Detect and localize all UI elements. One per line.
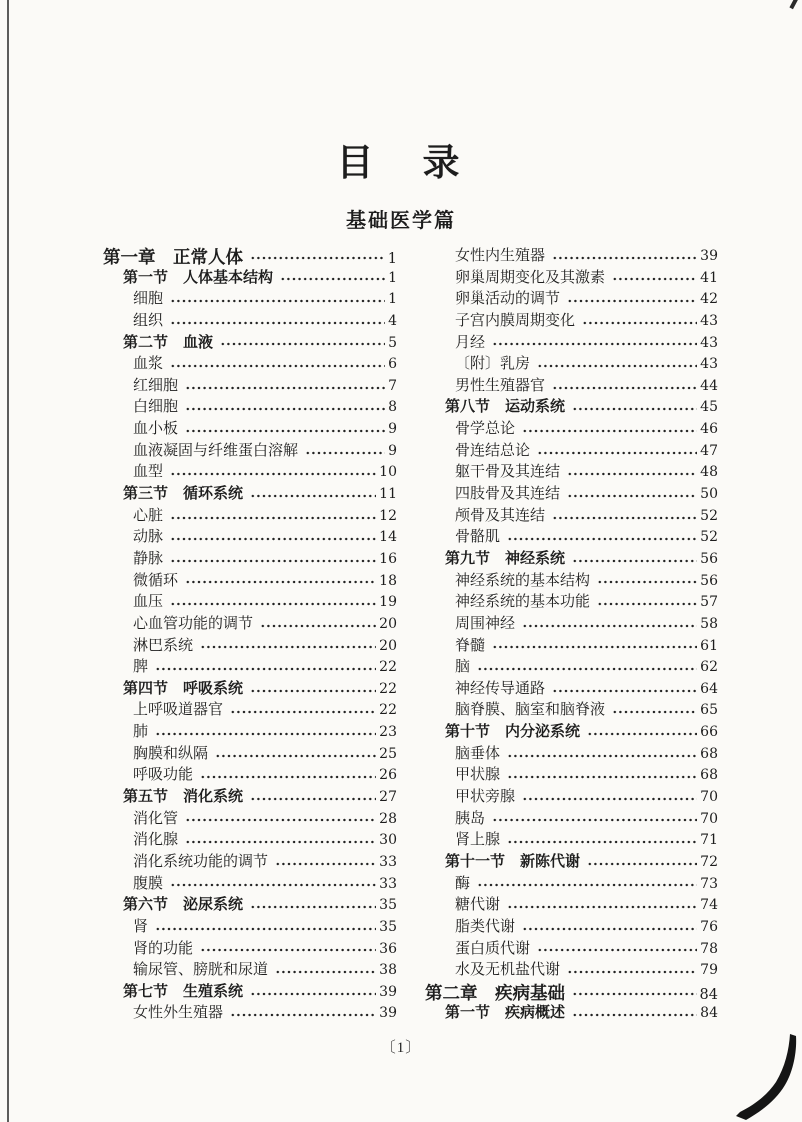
toc-entry-title: 血浆 [133, 356, 164, 373]
toc-entry-title: 卵巢活动的调节 [455, 291, 561, 308]
dot-leader [522, 427, 697, 435]
toc-entry-page-number: 39 [379, 983, 397, 1000]
toc-entry-title: 骨学总论 [455, 421, 516, 438]
dot-leader [507, 535, 697, 543]
toc-entry-title: 静脉 [133, 550, 164, 567]
toc-entry-page-number: 50 [700, 486, 718, 503]
dot-leader [537, 362, 697, 370]
toc-entry-title: 输尿管、膀胱和尿道 [133, 962, 269, 979]
toc-row [103, 309, 397, 331]
toc-entry-page-number: 1 [388, 291, 397, 308]
page-title: 目 录 [336, 143, 466, 184]
toc-entry-title: 月经 [455, 334, 486, 351]
part-heading: 基础医学篇 [346, 210, 456, 232]
dot-leader [250, 492, 376, 500]
dot-leader [612, 275, 697, 283]
dot-leader [582, 319, 697, 327]
dot-leader [170, 514, 376, 522]
toc-row [425, 1001, 718, 1023]
toc-entry-page-number: 22 [379, 659, 397, 676]
toc-entry-page-number: 16 [379, 550, 397, 567]
dot-leader [567, 968, 697, 976]
dot-leader [185, 816, 376, 824]
toc-entry-title: 心血管功能的调节 [133, 615, 254, 632]
toc-entry-page-number: 38 [379, 962, 397, 979]
toc-entry-title: 细胞 [133, 291, 164, 308]
dot-leader [587, 860, 697, 868]
dot-leader [185, 405, 385, 413]
dot-leader [170, 881, 376, 889]
toc-entry-title: 卵巢周期变化及其激素 [455, 269, 606, 286]
toc-row [103, 742, 397, 764]
toc-entry-title: 女性外生殖器 [133, 1005, 224, 1022]
dot-leader [200, 946, 376, 954]
toc-entry-title: 第十一节 新陈代谢 [445, 853, 581, 870]
toc-row [103, 504, 397, 526]
dot-leader [572, 1011, 697, 1019]
toc-entry-title: 腹膜 [133, 875, 164, 892]
toc-entry-title: 第三节 循环系统 [123, 486, 244, 503]
toc-row [103, 525, 397, 547]
toc-entry-page-number: 58 [700, 615, 718, 632]
toc-entry-page-number: 46 [700, 421, 718, 438]
toc-entry-page-number: 62 [700, 659, 718, 676]
dot-leader [260, 622, 376, 630]
toc-row [103, 677, 397, 699]
toc-entry-title: 神经系统的基本结构 [455, 572, 591, 589]
toc-entry-page-number: 56 [700, 572, 718, 589]
toc-entry-page-number: 79 [700, 962, 718, 979]
toc-entry-title: 脂类代谢 [455, 918, 516, 935]
dot-leader [477, 881, 697, 889]
toc-entry-page-number: 18 [379, 572, 397, 589]
dot-leader [250, 903, 376, 911]
toc-entry-page-number: 10 [379, 464, 397, 481]
toc-row [103, 634, 397, 656]
toc-entry-title: 子宫内膜周期变化 [455, 312, 576, 329]
toc-entry-title: 第四节 呼吸系统 [123, 680, 244, 697]
dot-leader [215, 752, 376, 760]
toc-row [103, 807, 397, 829]
dot-leader [552, 514, 697, 522]
dot-leader [552, 384, 697, 392]
toc-entry-title: 男性生殖器官 [455, 377, 546, 394]
toc-row [425, 331, 718, 353]
toc-entry-title: 消化系统功能的调节 [133, 853, 269, 870]
toc-row [103, 569, 397, 591]
dot-leader [507, 773, 697, 781]
toc-entry-page-number: 20 [379, 615, 397, 632]
toc-entry-page-number: 52 [700, 507, 718, 524]
toc-entry-page-number: 61 [700, 637, 718, 654]
toc-row [103, 547, 397, 569]
toc-entry-page-number: 65 [700, 702, 718, 719]
dot-leader [567, 470, 697, 478]
toc-entry-page-number: 47 [700, 442, 718, 459]
toc-entry-title: 第二章 疾病基础 [425, 982, 565, 1003]
dot-leader [522, 795, 697, 803]
toc-entry-page-number: 9 [388, 442, 397, 459]
toc-row [103, 655, 397, 677]
toc-entry-page-number: 33 [379, 853, 397, 870]
toc-entry-page-number: 35 [379, 918, 397, 935]
dot-leader [230, 1011, 376, 1019]
toc-entry-page-number: 45 [700, 399, 718, 416]
toc-row [425, 872, 718, 894]
toc-entry-title: 躯干骨及其连结 [455, 464, 561, 481]
toc-row [425, 828, 718, 850]
toc-entry-title: 血压 [133, 594, 164, 611]
toc-row [103, 785, 397, 807]
toc-entry-page-number: 76 [700, 918, 718, 935]
toc-row [425, 460, 718, 482]
dot-leader [522, 622, 697, 630]
toc-entry-page-number: 4 [388, 312, 397, 329]
toc-entry-title: 第十节 内分泌系统 [445, 724, 581, 741]
toc-entry-title: 第八节 运动系统 [445, 399, 566, 416]
toc-entry-page-number: 8 [388, 399, 397, 416]
toc-entry-title: 第五节 消化系统 [123, 789, 244, 806]
dot-leader [280, 275, 385, 283]
dot-leader [170, 362, 385, 370]
toc-entry-page-number: 44 [700, 377, 718, 394]
toc-entry-title: 水及无机盐代谢 [455, 962, 561, 979]
toc-row [103, 720, 397, 742]
toc-row [425, 569, 718, 591]
toc-row [425, 698, 718, 720]
toc-entry-page-number: 30 [379, 832, 397, 849]
toc-row [425, 547, 718, 569]
toc-row [425, 352, 718, 374]
toc-entry-page-number: 33 [379, 875, 397, 892]
footer-page-number: 〔1〕 [380, 1040, 422, 1056]
toc-entry-page-number: 84 [700, 1005, 718, 1022]
toc-row [103, 352, 397, 374]
toc-entry-title: 红细胞 [133, 377, 179, 394]
dot-leader [275, 860, 376, 868]
toc-entry-page-number: 41 [700, 269, 718, 286]
dot-leader [477, 665, 697, 673]
toc-entry-title: 肾 [133, 918, 149, 935]
toc-entry-title: 糖代谢 [455, 897, 501, 914]
toc-row [103, 374, 397, 396]
dot-leader [170, 535, 376, 543]
toc-row [425, 504, 718, 526]
toc-entry-page-number: 43 [700, 356, 718, 373]
toc-entry-title: 第七节 生殖系统 [123, 983, 244, 1000]
toc-entry-page-number: 23 [379, 724, 397, 741]
toc-row [425, 807, 718, 829]
toc-row [103, 1001, 397, 1023]
dot-leader [200, 773, 376, 781]
toc-entry-title: 脾 [133, 659, 149, 676]
toc-entry-title: 消化腺 [133, 832, 179, 849]
toc-entry-title: 呼吸功能 [133, 767, 194, 784]
toc-entry-title: 动脉 [133, 529, 164, 546]
toc-entry-title: 消化管 [133, 810, 179, 827]
toc-entry-title: 甲状腺 [455, 767, 501, 784]
toc-entry-title: 颅骨及其连结 [455, 507, 546, 524]
toc-entry-page-number: 39 [379, 1005, 397, 1022]
toc-entry-page-number: 70 [700, 789, 718, 806]
dot-leader [250, 795, 376, 803]
toc-row [425, 439, 718, 461]
toc-entry-page-number: 68 [700, 745, 718, 762]
dot-leader [170, 319, 385, 327]
toc-entry-title: 四肢骨及其连结 [455, 486, 561, 503]
toc-entry-title: 骨骼肌 [455, 529, 501, 546]
toc-entry-title: 肾上腺 [455, 832, 501, 849]
toc-entry-title: 脊髓 [455, 637, 486, 654]
dot-leader [170, 297, 385, 305]
toc-entry-title: 肾的功能 [133, 940, 194, 957]
toc-row [103, 980, 397, 1002]
toc-row [425, 655, 718, 677]
toc-entry-title: 〔附〕乳房 [455, 356, 531, 373]
dot-leader [537, 946, 697, 954]
dot-leader [185, 427, 385, 435]
toc-entry-title: 甲状旁腺 [455, 789, 516, 806]
toc-entry-title: 周围神经 [455, 615, 516, 632]
toc-row [103, 915, 397, 937]
toc-entry-title: 心脏 [133, 507, 164, 524]
toc-row [103, 958, 397, 980]
toc-row [103, 763, 397, 785]
dot-leader [537, 449, 697, 457]
toc-entry-page-number: 71 [700, 832, 718, 849]
toc-row [425, 374, 718, 396]
toc-entry-title: 蛋白质代谢 [455, 940, 531, 957]
toc-entry-title: 骨连结总论 [455, 442, 531, 459]
toc-row [425, 893, 718, 915]
toc-entry-page-number: 6 [388, 356, 397, 373]
dot-leader [185, 578, 376, 586]
toc-entry-page-number: 25 [379, 745, 397, 762]
toc-entry-page-number: 19 [379, 594, 397, 611]
toc-entry-page-number: 14 [379, 529, 397, 546]
toc-entry-page-number: 7 [388, 377, 397, 394]
toc-entry-title: 上呼吸道器官 [133, 702, 224, 719]
toc-row [103, 828, 397, 850]
toc-entry-page-number: 27 [379, 789, 397, 806]
toc-row [103, 266, 397, 288]
toc-entry-title: 血小板 [133, 421, 179, 438]
toc-row [425, 937, 718, 959]
dot-leader [492, 340, 697, 348]
toc-row [425, 785, 718, 807]
toc-entry-title: 第一节 疾病概述 [445, 1005, 566, 1022]
dot-leader [220, 340, 385, 348]
toc-row [425, 915, 718, 937]
toc-entry-title: 第一章 正常人体 [103, 247, 243, 267]
dot-leader [492, 643, 697, 651]
toc-row [425, 482, 718, 504]
toc-columns [103, 244, 718, 1023]
ink-smudge-bottom-right [732, 1032, 802, 1122]
dot-leader [522, 925, 697, 933]
toc-entry-page-number: 5 [388, 334, 397, 351]
dot-leader [250, 687, 376, 695]
toc-row [425, 417, 718, 439]
dot-leader [587, 730, 697, 738]
toc-entry-title: 脑垂体 [455, 745, 501, 762]
dot-leader [572, 405, 697, 413]
toc-entry-title: 第九节 神经系统 [445, 550, 566, 567]
toc-row [425, 309, 718, 331]
dot-leader [572, 990, 697, 998]
dot-leader [492, 816, 697, 824]
toc-entry-page-number: 70 [700, 810, 718, 827]
toc-entry-title: 女性内生殖器 [455, 248, 546, 264]
toc-entry-title: 组织 [133, 312, 164, 329]
toc-entry-title: 酶 [455, 875, 471, 892]
dot-leader [155, 730, 376, 738]
scan-artifact-top-right [789, 0, 798, 9]
toc-row [425, 244, 718, 266]
toc-row [425, 850, 718, 872]
toc-entry-page-number: 68 [700, 767, 718, 784]
toc-entry-title: 胸膜和纵隔 [133, 745, 209, 762]
toc-row [103, 612, 397, 634]
toc-row [103, 395, 397, 417]
toc-entry-title: 血液凝固与纤维蛋白溶解 [133, 442, 299, 459]
toc-row [103, 331, 397, 353]
toc-row [425, 266, 718, 288]
toc-row [425, 612, 718, 634]
toc-entry-title: 白细胞 [133, 399, 179, 416]
toc-entry-title: 第一节 人体基本结构 [123, 269, 274, 286]
toc-entry-page-number: 64 [700, 680, 718, 697]
toc-entry-title: 神经传导通路 [455, 680, 546, 697]
toc-row [425, 980, 718, 1002]
toc-column-left [103, 244, 397, 1023]
toc-entry-page-number: 48 [700, 464, 718, 481]
dot-leader [155, 925, 376, 933]
toc-entry-title: 血型 [133, 464, 164, 481]
dot-leader [567, 297, 697, 305]
dot-leader [230, 708, 376, 716]
toc-entry-page-number: 57 [700, 594, 718, 611]
toc-entry-page-number: 43 [700, 334, 718, 351]
toc-row [103, 482, 397, 504]
toc-entry-page-number: 78 [700, 940, 718, 957]
dot-leader [170, 470, 376, 478]
toc-row [425, 287, 718, 309]
toc-entry-page-number: 84 [699, 986, 718, 1003]
dot-leader [185, 384, 385, 392]
dot-leader [567, 492, 697, 500]
toc-row [425, 590, 718, 612]
toc-entry-title: 神经系统的基本功能 [455, 594, 591, 611]
toc-entry-title: 第六节 泌尿系统 [123, 897, 244, 914]
toc-row [103, 460, 397, 482]
toc-entry-page-number: 74 [700, 897, 718, 914]
toc-row [103, 698, 397, 720]
toc-entry-page-number: 12 [379, 507, 397, 524]
toc-entry-page-number: 56 [700, 550, 718, 567]
toc-row [425, 720, 718, 742]
dot-leader [250, 254, 385, 262]
toc-row [103, 590, 397, 612]
toc-row [425, 395, 718, 417]
dot-leader [597, 578, 697, 586]
toc-entry-page-number: 22 [379, 702, 397, 719]
toc-entry-title: 微循环 [133, 572, 179, 589]
dot-leader [155, 665, 376, 673]
toc-row [103, 937, 397, 959]
dot-leader [597, 600, 697, 608]
dot-leader [507, 752, 697, 760]
dot-leader [507, 903, 697, 911]
dot-leader [250, 990, 376, 998]
toc-entry-page-number: 52 [700, 529, 718, 546]
toc-entry-page-number: 28 [379, 810, 397, 827]
dot-leader [507, 838, 697, 846]
toc-entry-title: 淋巴系统 [133, 637, 194, 654]
toc-row [103, 893, 397, 915]
toc-entry-page-number: 26 [379, 767, 397, 784]
toc-entry-page-number: 1 [387, 251, 397, 267]
toc-entry-page-number: 35 [379, 897, 397, 914]
toc-row [103, 872, 397, 894]
toc-entry-page-number: 11 [379, 486, 397, 503]
toc-row [103, 244, 397, 266]
dot-leader [612, 708, 697, 716]
toc-row [425, 634, 718, 656]
toc-row [103, 850, 397, 872]
dot-leader [200, 643, 376, 651]
toc-entry-title: 脑 [455, 659, 471, 676]
dot-leader [170, 600, 376, 608]
toc-entry-page-number: 1 [388, 269, 397, 286]
toc-entry-title: 第二节 血液 [123, 334, 214, 351]
dot-leader [170, 557, 376, 565]
dot-leader [305, 449, 385, 457]
toc-row [425, 958, 718, 980]
toc-row [425, 525, 718, 547]
toc-row [425, 677, 718, 699]
toc-entry-page-number: 73 [700, 875, 718, 892]
toc-entry-title: 肺 [133, 724, 149, 741]
toc-row [103, 417, 397, 439]
dot-leader [275, 968, 376, 976]
toc-entry-page-number: 36 [379, 940, 397, 957]
toc-entry-page-number: 39 [700, 248, 718, 264]
toc-entry-page-number: 42 [700, 291, 718, 308]
dot-leader [552, 687, 697, 695]
toc-row [425, 763, 718, 785]
toc-entry-page-number: 9 [388, 421, 397, 438]
toc-entry-title: 脑脊膜、脑室和脑脊液 [455, 702, 606, 719]
toc-row [103, 439, 397, 461]
toc-row [103, 287, 397, 309]
toc-column-right [425, 244, 718, 1023]
toc-entry-page-number: 20 [379, 637, 397, 654]
dot-leader [552, 254, 697, 262]
toc-row [425, 742, 718, 764]
toc-entry-title: 胰岛 [455, 810, 486, 827]
toc-entry-page-number: 22 [379, 680, 397, 697]
toc-entry-page-number: 66 [700, 724, 718, 741]
dot-leader [572, 557, 697, 565]
dot-leader [185, 838, 376, 846]
toc-entry-page-number: 43 [700, 312, 718, 329]
toc-entry-page-number: 72 [700, 853, 718, 870]
